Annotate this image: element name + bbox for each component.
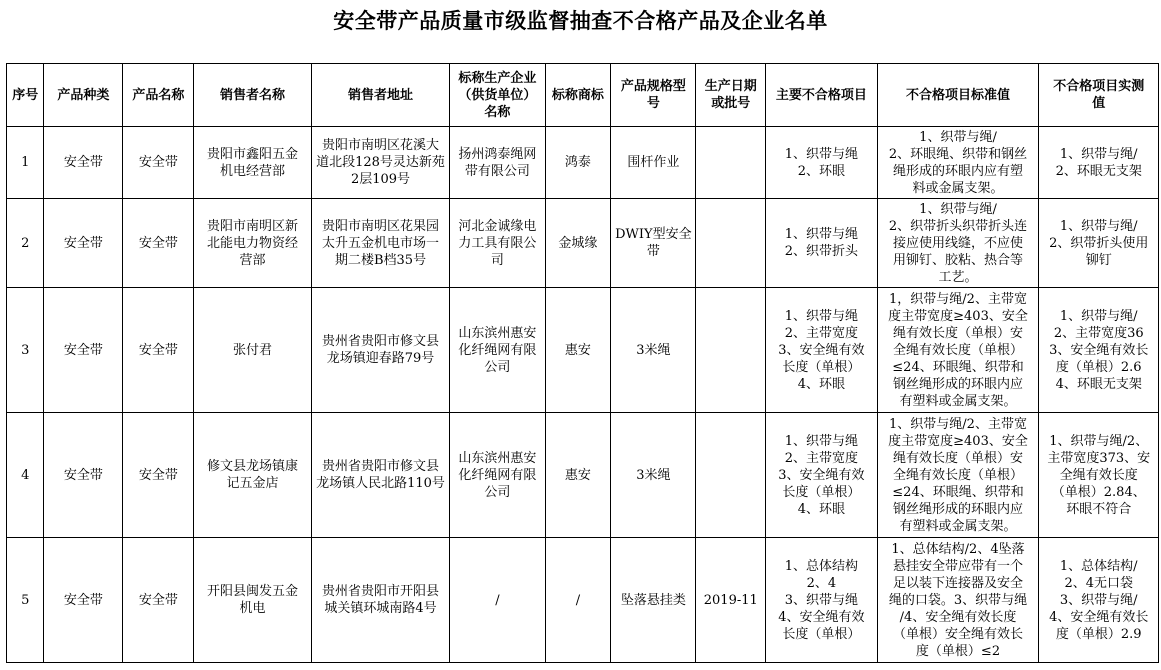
cell-items: 1、织带与绳 2、主带宽度 3、安全绳有效 长度（单根） 4、环眼	[766, 288, 877, 413]
cell-maker: 山东滨州惠安 化纤绳网有限 公司	[450, 413, 545, 538]
cell-measured: 1、织带与绳/2、 主带宽度373、安 全绳有效长度 （单根）2.84、 环眼不符合	[1039, 413, 1159, 538]
header-standard: 不合格项目标准值	[877, 64, 1039, 127]
cell-address: 贵阳市南明区花溪大 道北段128号灵达新苑 2层109号	[311, 127, 450, 199]
cell-measured: 1、织带与绳/ 2、织带折头使用 铆钉	[1039, 199, 1159, 288]
page-title: 安全带产品质量市级监督抽查不合格产品及企业名单	[333, 9, 828, 33]
cell-spec: DWIY型安全 带	[611, 199, 696, 288]
header-measured: 不合格项目实测 值	[1039, 64, 1159, 127]
table-header-row	[7, 64, 1159, 127]
cell-spec: 3米绳	[611, 413, 696, 538]
table-row	[7, 127, 1159, 199]
cell-spec: 围杆作业	[611, 127, 696, 199]
header-no: 序号	[7, 64, 44, 127]
cell-address: 贵阳市南明区花果园 太升五金机电市场一 期二楼B档35号	[311, 199, 450, 288]
cell-date	[696, 127, 766, 199]
cell-no: 2	[7, 199, 44, 288]
cell-seller: 贵阳市南明区新 北能电力物资经 营部	[194, 199, 311, 288]
table-row	[7, 199, 1159, 288]
cell-brand: /	[545, 538, 611, 663]
header-maker: 标称生产企业 （供货单位） 名称	[450, 64, 545, 127]
cell-category: 安全带	[44, 288, 123, 413]
table-row	[7, 538, 1159, 663]
cell-measured: 1、总体结构/ 2、4无口袋 3、织带与绳/ 4、安全绳有效长 度（单根）2.9	[1039, 538, 1159, 663]
cell-brand: 惠安	[545, 413, 611, 538]
cell-no: 1	[7, 127, 44, 199]
cell-seller: 修文县龙场镇康 记五金店	[194, 413, 311, 538]
cell-date	[696, 288, 766, 413]
cell-standard: 1，织带与绳/2、主带宽 度主带宽度≥403、安全 绳有效长度（单根）安 全绳有效长度（单根） ≤24、环眼绳、织带和 钢丝绳形成的环眼内应 有塑料或金属支架。	[877, 288, 1039, 413]
header-date: 生产日期 或批号	[696, 64, 766, 127]
cell-items: 1、织带与绳 2、织带折头	[766, 199, 877, 288]
cell-measured: 1、织带与绳/ 2、环眼无支架	[1039, 127, 1159, 199]
noncompliance-table	[6, 63, 1159, 663]
cell-maker: /	[450, 538, 545, 663]
cell-date: 2019-11	[696, 538, 766, 663]
cell-product-name: 安全带	[123, 199, 194, 288]
cell-standard: 1、总体结构/2、4坠落 悬挂安全带应带有一个 足以装下连接器及安全 绳的口袋。3、织带与绳 /4、安全绳有效长度 （单根）安全绳有效长 度（单根）≤2	[877, 538, 1039, 663]
cell-maker: 山东滨州惠安 化纤绳网有限 公司	[450, 288, 545, 413]
cell-date	[696, 413, 766, 538]
cell-date	[696, 199, 766, 288]
cell-address: 贵州省贵阳市修文县 龙场镇迎春路79号	[311, 288, 450, 413]
cell-category: 安全带	[44, 127, 123, 199]
cell-spec: 坠落悬挂类	[611, 538, 696, 663]
cell-no: 3	[7, 288, 44, 413]
header-product-name: 产品名称	[123, 64, 194, 127]
cell-measured: 1、织带与绳/ 2、主带宽度36 3、安全绳有效长 度（单根）2.6 4、环眼无支架	[1039, 288, 1159, 413]
header-spec: 产品规格型 号	[611, 64, 696, 127]
cell-seller: 贵阳市鑫阳五金 机电经营部	[194, 127, 311, 199]
cell-items: 1、织带与绳 2、环眼	[766, 127, 877, 199]
cell-no: 4	[7, 413, 44, 538]
cell-no: 5	[7, 538, 44, 663]
cell-maker: 扬州鸿泰绳网 带有限公司	[450, 127, 545, 199]
header-address: 销售者地址	[311, 64, 450, 127]
cell-items: 1、织带与绳 2、主带宽度 3、安全绳有效 长度（单根） 4、环眼	[766, 413, 877, 538]
table-row	[7, 288, 1159, 413]
cell-category: 安全带	[44, 538, 123, 663]
cell-brand: 惠安	[545, 288, 611, 413]
cell-standard: 1、织带与绳/2、主带宽 度主带宽度≥403、安全 绳有效长度（单根）安 全绳有效长度（单根） ≤24、环眼绳、织带和 钢丝绳形成的环眼内应 有塑料或金属支架。	[877, 413, 1039, 538]
cell-standard: 1、织带与绳/ 2、环眼绳、织带和钢丝 绳形成的环眼内应有塑 料或金属支架。	[877, 127, 1039, 199]
cell-seller: 开阳县闽发五金 机电	[194, 538, 311, 663]
cell-product-name: 安全带	[123, 413, 194, 538]
cell-product-name: 安全带	[123, 127, 194, 199]
header-category: 产品种类	[44, 64, 123, 127]
cell-product-name: 安全带	[123, 538, 194, 663]
cell-spec: 3米绳	[611, 288, 696, 413]
cell-category: 安全带	[44, 199, 123, 288]
cell-maker: 河北金诚缘电 力工具有限公 司	[450, 199, 545, 288]
header-items: 主要不合格项目	[766, 64, 877, 127]
cell-product-name: 安全带	[123, 288, 194, 413]
cell-category: 安全带	[44, 413, 123, 538]
cell-items: 1、总体结构 2、4 3、织带与绳 4、安全绳有效 长度（单根）	[766, 538, 877, 663]
header-brand: 标称商标	[545, 64, 611, 127]
cell-brand: 金城缘	[545, 199, 611, 288]
cell-standard: 1、织带与绳/ 2、织带折头织带折头连 接应使用线缝，不应使 用铆钉、胶粘、热合等 工艺。	[877, 199, 1039, 288]
header-seller: 销售者名称	[194, 64, 311, 127]
cell-address: 贵州省贵阳市修文县 龙场镇人民北路110号	[311, 413, 450, 538]
cell-brand: 鸿泰	[545, 127, 611, 199]
cell-address: 贵州省贵阳市开阳县 城关镇环城南路4号	[311, 538, 450, 663]
cell-seller: 张付君	[194, 288, 311, 413]
table-row	[7, 413, 1159, 538]
